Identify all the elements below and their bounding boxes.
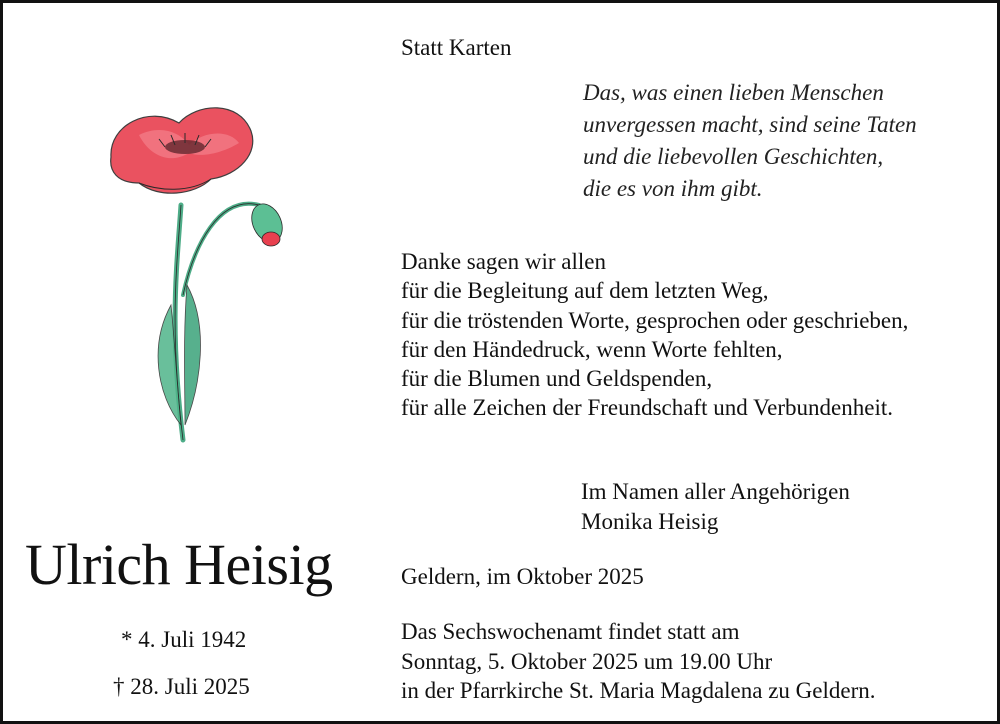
signature-line: Im Namen aller Angehörigen	[581, 479, 850, 504]
thanks-line: für die Blumen und Geldspenden,	[401, 366, 713, 392]
thanks-line: für die Begleitung auf dem letzten Weg,	[401, 278, 769, 304]
birth-date: * 4. Juli 1942	[121, 627, 247, 652]
thanks-line: für den Händedruck, wenn Worte fehlten,	[401, 336, 783, 362]
quote-line: unvergessen macht, sind seine Taten	[583, 112, 917, 137]
service-line: in der Pfarrkirche St. Maria Magdalena zu Geldern.	[401, 678, 876, 703]
service-line: Das Sechswochenamt findet statt am	[401, 619, 740, 644]
quote-line: Das, was einen lieben Menschen	[583, 80, 884, 105]
deceased-name: Ulrich Heisig	[25, 532, 333, 597]
service-block	[401, 617, 876, 706]
thanks-line: für alle Zeichen der Freundschaft und Verbundenheit.	[401, 395, 893, 421]
thanks-block	[401, 247, 908, 423]
death-date: † 28. Juli 2025	[113, 674, 250, 699]
quote-line: die es von ihm gibt.	[583, 176, 763, 201]
signature-block	[581, 477, 850, 537]
poppy-flower-icon	[99, 95, 299, 455]
service-line: Sonntag, 5. Oktober 2025 um 19.00 Uhr	[401, 648, 773, 674]
signature-name: Monika Heisig	[581, 509, 719, 534]
place-date: Geldern, im Oktober 2025	[401, 564, 644, 589]
header-label: Statt Karten	[401, 35, 512, 60]
quote-block	[583, 77, 917, 205]
thanks-line: für die tröstenden Worte, gesprochen oder geschrieben,	[401, 307, 909, 333]
quote-line: und die liebevollen Geschichten,	[583, 144, 884, 169]
thanks-line: Danke sagen wir allen	[401, 249, 607, 274]
